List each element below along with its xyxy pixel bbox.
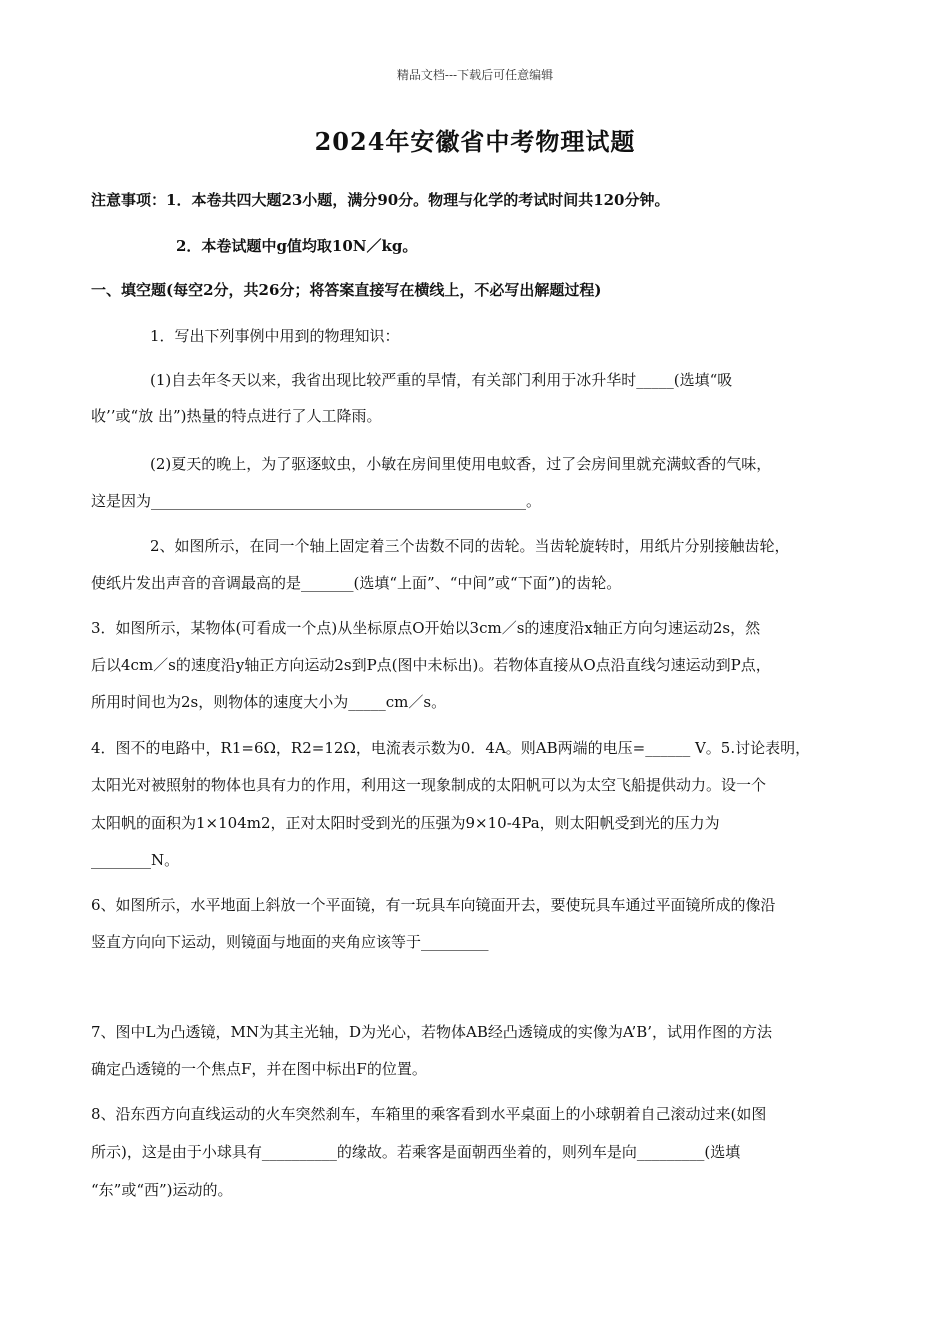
- question-4-line-2: 太阳光对被照射的物体也具有力的作用，利用这一现象制成的太阳帆可以为太空飞船提供动力。设一个: [91, 776, 767, 794]
- question-2-line-2: 使纸片发出声音的音调最高的是_______(选填“上面”、“中间”或“下面”)的齿轮。: [91, 574, 622, 592]
- question-6-line-1: 6、如图所示，水平地面上斜放一个平面镜，有一玩具车向镜面开去，要使玩具车通过平面镜所成的像沿: [91, 896, 776, 914]
- question-1-intro: 1．写出下列事例中用到的物理知识：: [150, 327, 400, 345]
- notice-line-2: 2．本卷试题中g值均取10N／kg。: [176, 237, 418, 255]
- question-1-2-line-2: 这是因为__________________________________________________。: [91, 492, 542, 510]
- watermark-text: 精品文档---下载后可任意编辑: [396, 68, 554, 82]
- question-4-line-4: ________N。: [91, 851, 180, 869]
- question-3-line-3: 所用时间也为2s，则物体的速度大小为_____cm／s。: [91, 693, 447, 711]
- question-8-line-1: 8、沿东西方向直线运动的火车突然刹车，车箱里的乘客看到水平桌面上的小球朝着自己滚动过来(如图: [91, 1105, 767, 1123]
- question-2-line-1: 2、如图所示，在同一个轴上固定着三个齿数不同的齿轮。当齿轮旋转时，用纸片分别接触齿轮，: [150, 537, 790, 555]
- question-1-1-line-1: (1)自去年冬天以来，我省出现比较严重的旱情，有关部门利用于冰升华时_____(选填“吸: [150, 371, 733, 389]
- question-7-line-1: 7、图中L为凸透镜，MN为其主光轴，D为光心，若物体AB经凸透镜成的实像为A’B’，试用作图的方法: [91, 1023, 773, 1041]
- question-8-line-2: 所示)，这是由于小球具有__________的缘故。若乘客是面朝西坐着的，则列车是向_________(选填: [91, 1143, 741, 1161]
- question-3-line-2: 后以4cm／s的速度沿y轴正方向运动2s到P点(图中未标出)。若物体直接从O点沿直线匀速运动到P点，: [91, 656, 771, 674]
- notice-line-1: 注意事项：1．本卷共四大题23小题，满分90分。物理与化学的考试时间共120分钟。: [91, 191, 670, 209]
- question-1-2-line-1: (2)夏天的晚上，为了驱逐蚊虫，小敏在房间里使用电蚊香，过了会房间里就充满蚊香的气味，: [150, 455, 772, 473]
- exam-title: 2024年安徽省中考物理试题: [314, 127, 636, 156]
- question-4-line-3: 太阳帆的面积为1×104m2，正对太阳时受到光的压强为9×10-4Pa，则太阳帆受到光的压力为: [91, 814, 720, 832]
- question-1-1-line-2: 收’’或“放 出”)热量的特点进行了人工降雨。: [91, 407, 382, 425]
- question-3-line-1: 3．如图所示，某物体(可看成一个点)从坐标原点O开始以3cm／s的速度沿x轴正方向匀速运动2s，然: [91, 619, 761, 637]
- question-6-line-2: 竖直方向向下运动，则镜面与地面的夹角应该等于_________: [91, 933, 489, 951]
- question-4-line-1: 4．图不的电路中，R1=6Ω，R2=12Ω，电流表示数为0．4A。则AB两端的电压=______ V。5.讨论表明，: [91, 739, 811, 757]
- question-8-line-3: “东”或“西”)运动的。: [91, 1181, 233, 1199]
- section-heading-fill-in: 一、填空题(每空2分，共26分；将答案直接写在横线上，不必写出解题过程): [91, 281, 602, 299]
- question-7-line-2: 确定凸透镜的一个焦点F，并在图中标出F的位置。: [91, 1060, 427, 1078]
